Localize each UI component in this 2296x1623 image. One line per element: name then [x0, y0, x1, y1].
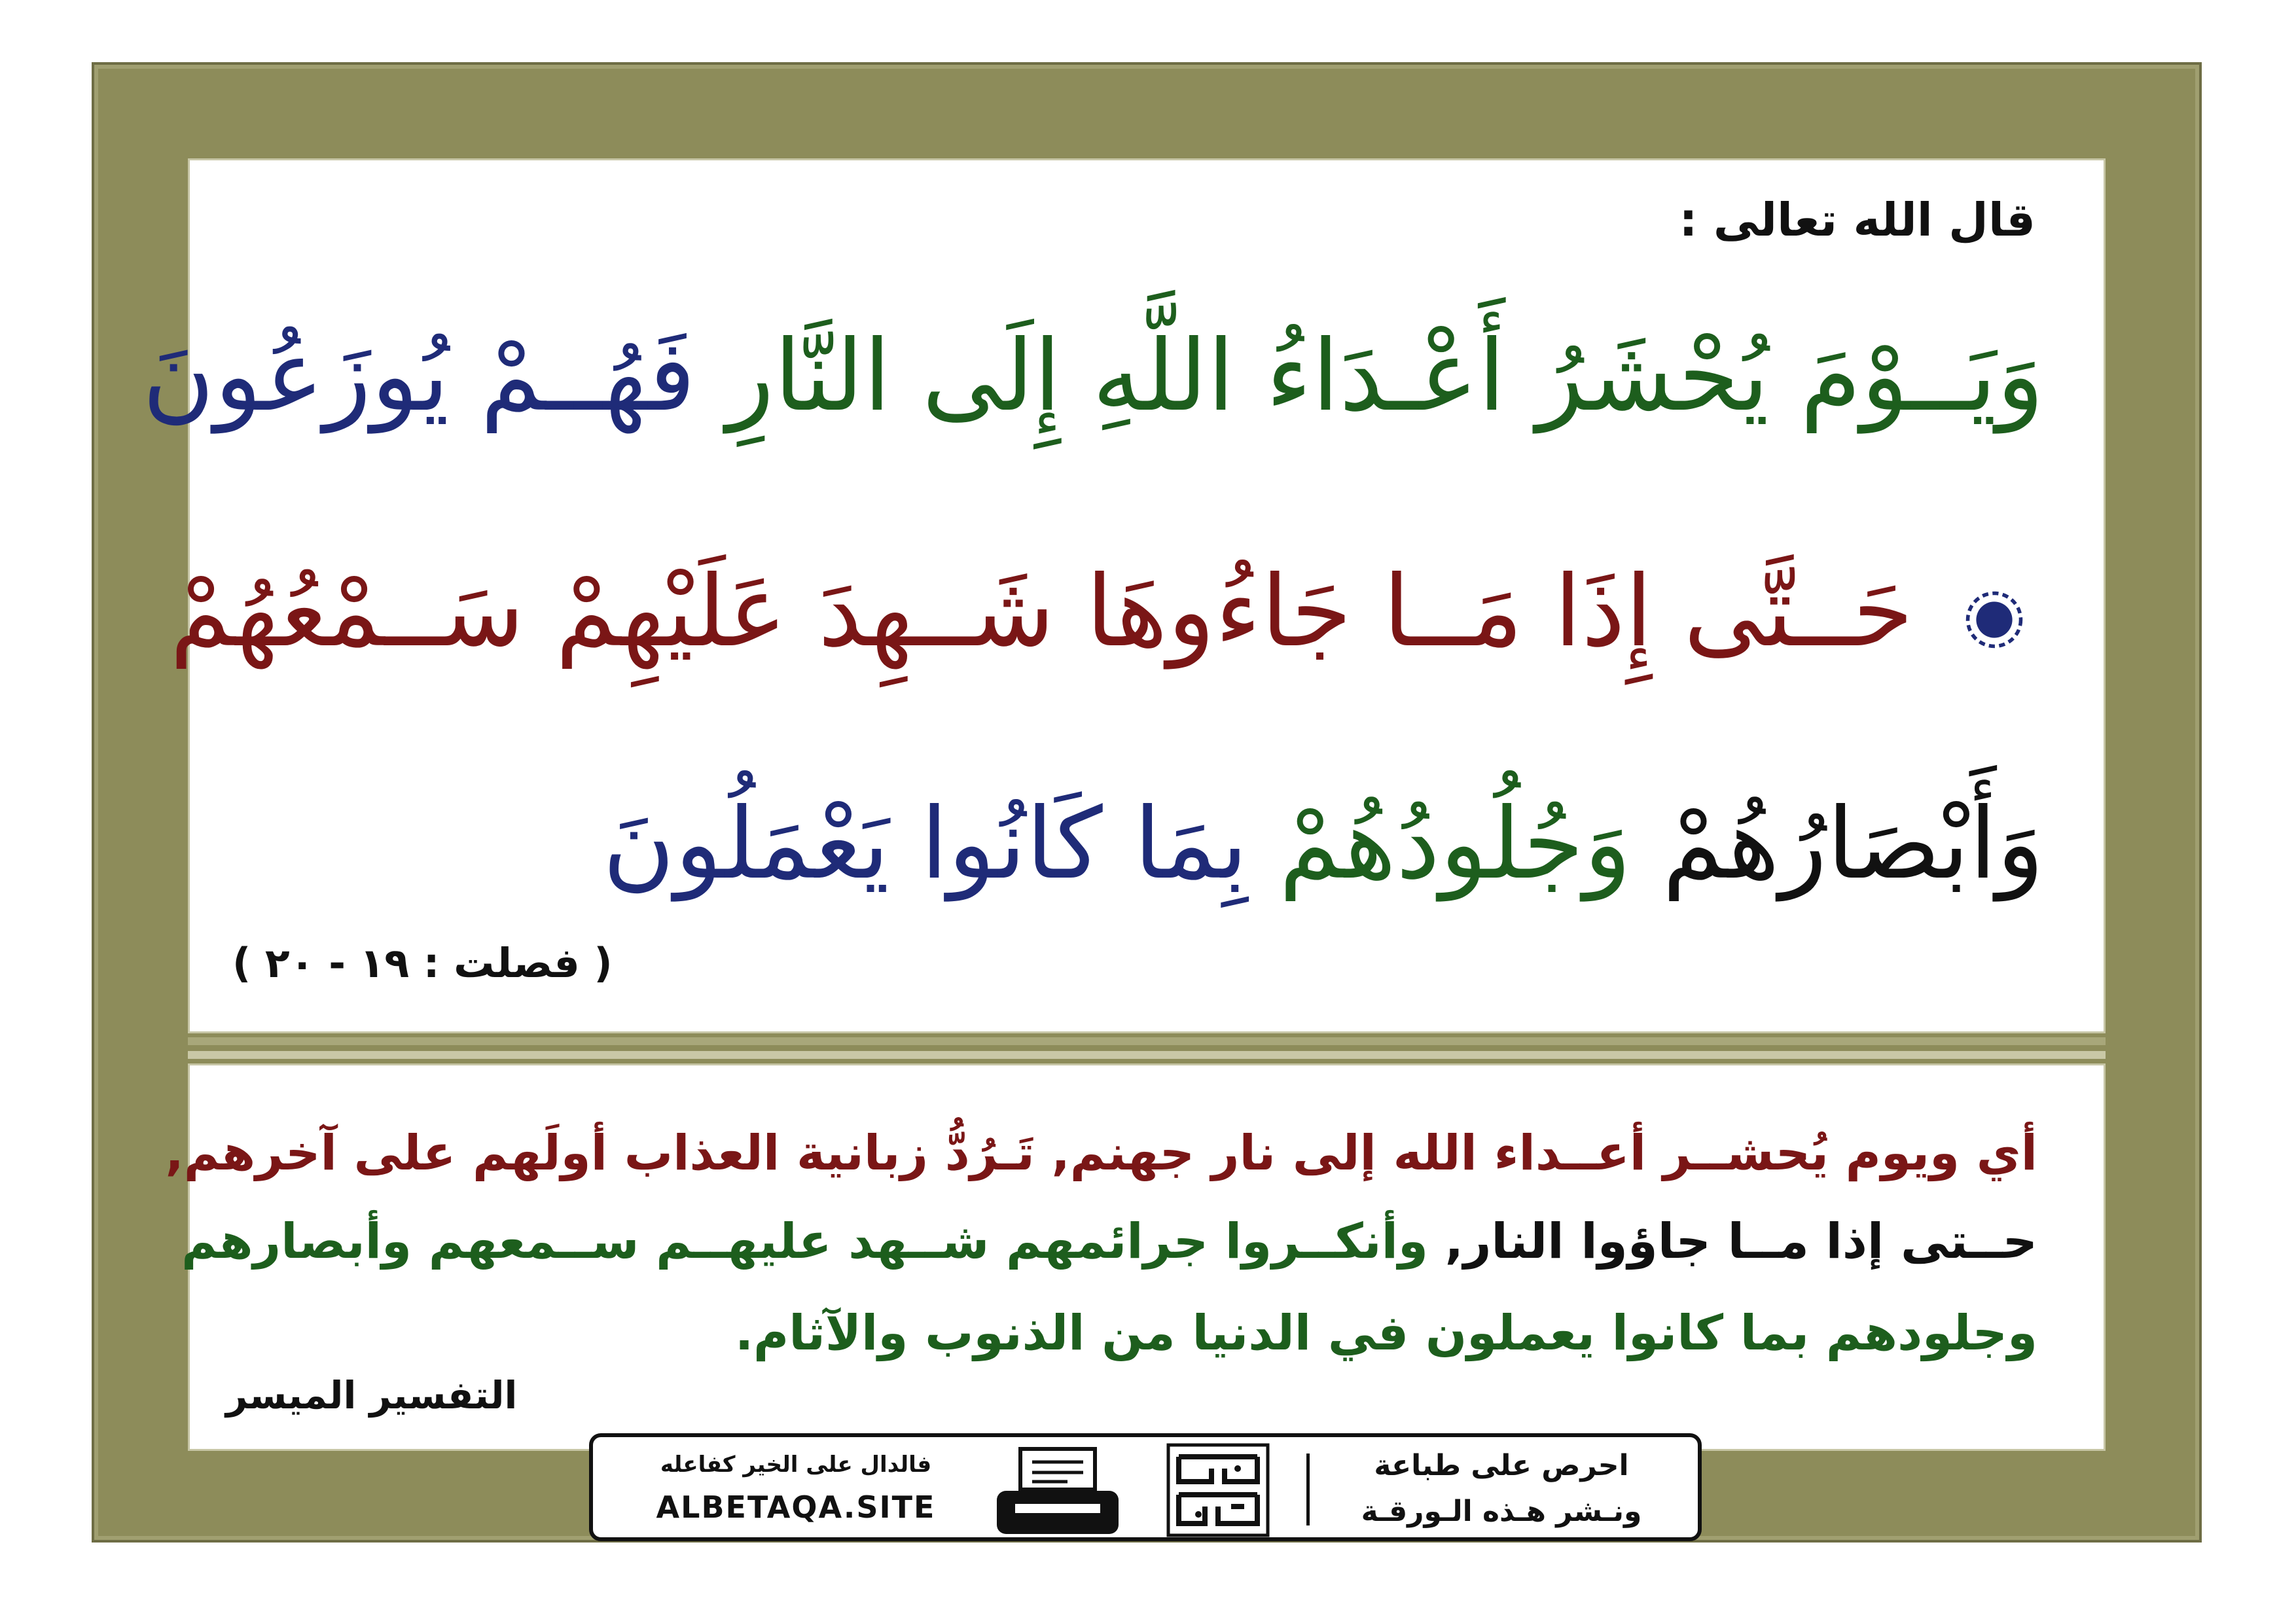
verse-intro: قال الله تعالى :: [1679, 193, 2036, 247]
tafsir-line-2: [181, 1213, 2037, 1270]
footer-site-block: [593, 1437, 999, 1537]
verse-segment: فَهُــمْ يُوزَعُونَ: [142, 319, 696, 433]
verse-segment: حَــتَّى إِذَا مَــا جَاءُوهَا شَــهِدَ عَلَيْهِمْ سَــمْعُهُمْ: [170, 555, 1914, 669]
verse-segment: يُحْشَرُ أَعْـدَاءُ اللَّهِ إِلَى النَّارِ: [726, 319, 1769, 433]
surah-reference: ( فصلت : ١٩ - ٢٠ ): [232, 939, 613, 987]
verse-line-3: [236, 787, 2044, 901]
footer-banner: [589, 1433, 1702, 1541]
tafsir-segment: تَـرُدُّ زبانية العذاب أولَهم على آخرهم,: [165, 1125, 1035, 1181]
verse-segment: بِمَا كَانُوا يَعْمَلُونَ: [602, 787, 1248, 901]
tafsir-segment: وأنكــروا جرائمهم شــهد عليهــم ســمعهم وأبصارهم: [181, 1213, 1428, 1270]
footer-tagline: فالدال على الخير كفاعله: [660, 1452, 932, 1478]
cta-line-1: احرص على طباعة: [1374, 1449, 1629, 1482]
panel-divider-inner: [188, 1051, 2106, 1059]
printer-icon: [989, 1444, 1126, 1542]
verse-segment: وَيَــوْمَ: [1800, 319, 2044, 433]
tafsir-line-1: [165, 1125, 2037, 1181]
verse-segment: وَجُلُودُهُمْ: [1279, 787, 1632, 901]
verse-segment: وَأَبْصَارُهُمْ: [1662, 787, 2044, 901]
tafsir-segment: أي ويوم يُحشــر أعــداء الله إلى نار جهنم,: [1051, 1125, 2037, 1181]
tafsir-segment: وجلودهم بما كانوا يعملون في الدنيا من الذنوب والآثام.: [734, 1305, 2037, 1361]
verse-line-2: [170, 555, 2044, 669]
cta-line-2: ونـشر هـذه الـورقـة: [1361, 1495, 1642, 1528]
dawah-card-logo: [1166, 1442, 1270, 1538]
tafsir-segment: حــتى إذا مــا جاؤوا النار,: [1444, 1213, 2037, 1270]
verse-line-1: [142, 319, 2044, 433]
tafsir-source: التفسير الميسر: [226, 1373, 518, 1418]
panel-divider: [188, 1037, 2106, 1045]
footer-cta-block: [1318, 1437, 1685, 1537]
tafsir-line-3: [236, 1305, 2037, 1361]
verse-separator-icon: [1964, 590, 2024, 650]
site-link[interactable]: ALBETAQA.SITE: [656, 1489, 936, 1525]
footer-separator: [1306, 1454, 1310, 1525]
